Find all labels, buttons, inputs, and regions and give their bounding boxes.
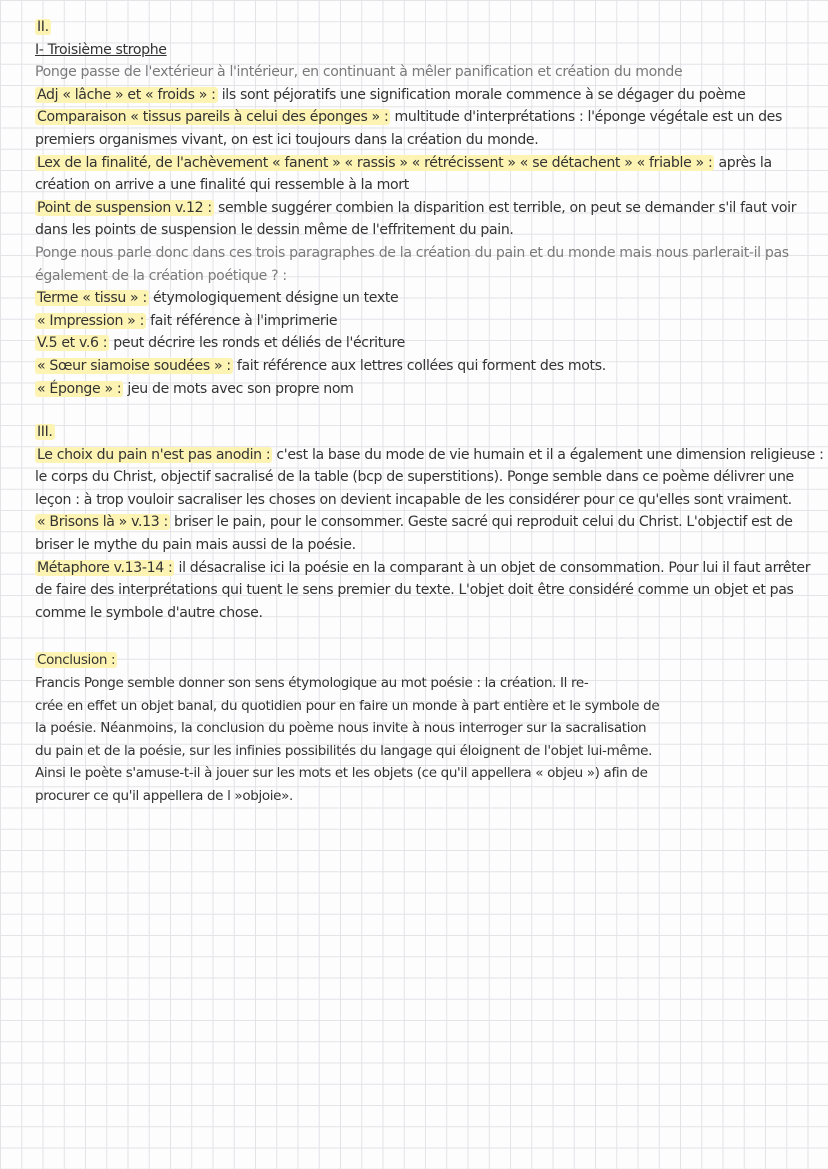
conclusion-line: crée en effet un objet banal, du quotidien pour en faire un monde à part entière et le symbole de [35, 697, 660, 714]
note-comparaison-cont: premiers organismes vivant, on est ici toujours dans la création du monde. [35, 131, 539, 148]
note-lex-cont: création on arrive a une finalité qui ressemble à la mort [35, 177, 409, 194]
notes-page [35, 16, 825, 808]
intro-text: Ponge passe de l'extérieur à l'intérieur, en continuant à mêler panification et création du monde [35, 64, 683, 81]
note-brisons: « Brisons là » v.13 : briser le pain, pour le consommer. Geste sacré qui reproduit celui du Christ. L'objectif est de [37, 514, 793, 531]
note-soeur: « Sœur siamoise soudées » : fait référence aux lettres collées qui forment des mots. [37, 357, 606, 374]
note-choix: Le choix du pain n'est pas anodin : c'est la base du mode de vie humain et il a également une dimension religieuse : [37, 446, 824, 463]
note-terme: Terme « tissu » : étymologiquement désigne un texte [37, 290, 399, 307]
note-suspension-cont: dans les points de suspension le dessin même de l'effritement du pain. [35, 222, 514, 239]
note-suspension: Point de suspension v.12 : semble suggérer combien la disparition est terrible, on peut se demander s'il faut voir [37, 199, 797, 216]
conclusion-line: procurer ce qu'il appellera de l »objoie». [35, 788, 293, 804]
conclusion-block [35, 649, 825, 807]
question-text: Ponge nous parle donc dans ces trois paragraphes de la création du pain et du monde mais nous parlerait-il pas [35, 244, 789, 261]
note-metaphore-cont: comme le symbole d'autre chose. [35, 604, 263, 621]
conclusion-line: Ainsi le poète s'amuse-t-il à jouer sur les mots et les objets (ce qu'il appellera « objeu ») afin de [35, 765, 648, 782]
section-numeral: III. [37, 424, 53, 441]
note-lex: Lex de la finalité, de l'achèvement « fanent » « rassis » « rétrécissent » « se détachent » « friable » : après la [37, 154, 772, 171]
conclusion-line: Francis Ponge semble donner son sens étymologique au mot poésie : la création. Il re- [35, 675, 589, 692]
note-comparaison: Comparaison « tissus pareils à celui des éponges » : multitude d'interprétations : l'éponge végétale est un des [37, 109, 782, 126]
section-numeral: II. [37, 19, 49, 35]
note-metaphore-cont: de faire des interprétations qui tuent le sens premier du texte. L'objet doit être considéré comme un objet et pas [35, 582, 794, 599]
note-adj: Adj « lâche » et « froids » : ils sont péjoratifs une signification morale commence à se dégager du poème [37, 86, 746, 103]
question-text-cont: également de la création poétique ? : [35, 267, 287, 284]
note-choix-cont: le corps du Christ, objectif sacralisé de la table (bcp de superstitions). Ponge semble dans ce poème délivrer une [35, 469, 794, 486]
section-title: I- Troisième strophe [35, 41, 167, 58]
note-eponge: « Éponge » : jeu de mots avec son propre nom [37, 380, 354, 397]
note-impression: « Impression » : fait référence à l'imprimerie [37, 312, 338, 329]
note-choix-cont: leçon : à trop vouloir sacraliser les choses on devient incapable de les considérer pour ce qu'elles sont vraiment. [35, 491, 792, 508]
note-brisons-cont: briser le mythe du pain mais aussi de la poésie. [35, 537, 356, 554]
conclusion-line: du pain et de la poésie, sur les infinies possibilités du langage qui éloignent de l'objet lui-même. [35, 742, 653, 759]
conclusion-label: Conclusion : [37, 652, 116, 669]
note-v5: V.5 et v.6 : peut décrire les ronds et déliés de l'écriture [37, 335, 405, 352]
note-metaphore: Métaphore v.13-14 : il désacralise ici la poésie en la comparant à un objet de consommation. Pour lui il faut arrêter [37, 559, 811, 576]
conclusion-line: la poésie. Néanmoins, la conclusion du poème nous invite à nous interroger sur la sacralisation [35, 720, 647, 737]
